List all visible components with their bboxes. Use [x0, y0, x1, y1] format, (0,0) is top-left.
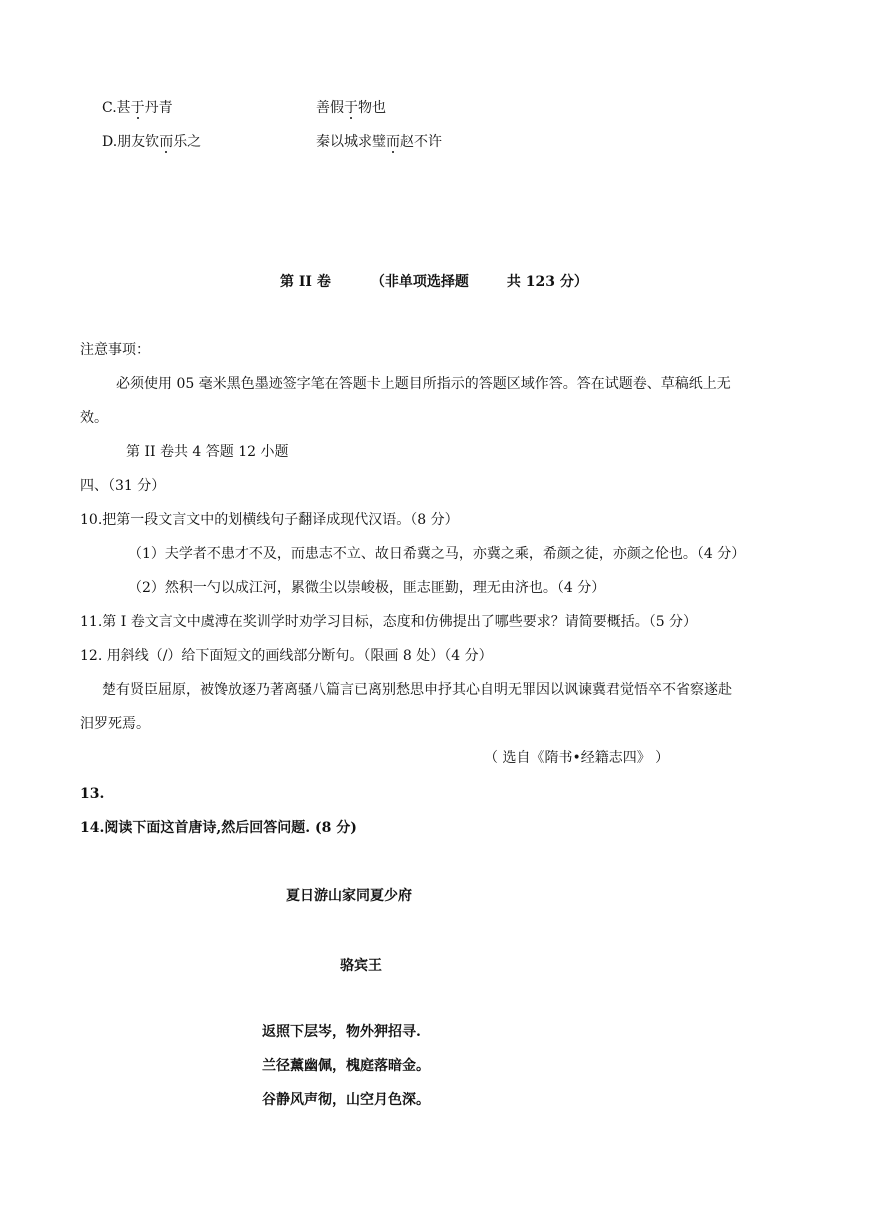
q14-title: 14.阅读下面这首唐诗,然后回答问题. (8 分) — [80, 820, 357, 836]
poem-line-3: 谷静风声彻，山空月色深。 — [262, 1092, 430, 1108]
q10-sentence1: （1）夫学者不患才不及，而患志不立、故日希冀之马，亦冀之乘，希颜之徒，亦颜之伦也。（4 分） — [128, 546, 746, 562]
notice-heading: 注意事项： — [80, 342, 150, 358]
q12-text-line1: 楚有贤臣屈原，被馋放逐乃著离骚八篇言已离别愁思申抒其心自明无罪因以讽谏冀君觉悟卒不省察遂赴 — [102, 682, 732, 698]
emphasis-dot-char: 于 — [130, 100, 145, 116]
section-heading — [280, 272, 588, 292]
section-vol: 第 II 卷 — [280, 274, 331, 290]
poem-line-1: 返照下层岑，物外狎招寻. — [262, 1024, 421, 1040]
q12-text-line2: 汨罗死焉。 — [80, 716, 150, 732]
q12-title: 12. 用斜线（/）给下面短文的画线部分断句。（限画 8 处）（4 分） — [80, 648, 493, 664]
poem-line-2: 兰径薰幽佩，槐庭落暗金。 — [262, 1058, 430, 1074]
q13-label: 13. — [80, 786, 105, 802]
q10-title: 10.把第一段文言文中的划横线句子翻译成现代汉语。（8 分） — [80, 512, 459, 528]
q11-title: 11.第 I 卷文言文中虞溥在奖训学时劝学习目标，态度和仿佛提出了哪些要求？请简要概括。（5 分） — [80, 614, 698, 630]
q10-sentence2: （2）然积一勺以成江河，累微尘以崇峻极，匪志匪勤，理无由济也。（4 分） — [128, 580, 606, 596]
section-type: （非单项选择题 — [370, 274, 469, 290]
option-c-right: 善假于物也 — [316, 100, 386, 116]
emphasis-dot-char: 而 — [159, 134, 174, 150]
notice-line2: 效。 — [80, 410, 108, 426]
option-c-left: C.甚于丹青 — [102, 100, 173, 116]
option-d-left: D.朋友钦而乐之 — [102, 134, 202, 150]
poem-title: 夏日游山家同夏少府 — [286, 888, 412, 904]
notice-summary: 第 II 卷共 4 答题 12 小题 — [126, 444, 289, 460]
notice-line1: 必须使用 05 毫米黑色墨迹签字笔在答题卡上题目所指示的答题区域作答。答在试题卷、草稿纸上无 — [116, 376, 731, 392]
poem-author: 骆宾王 — [340, 958, 382, 974]
part4-heading: 四、（31 分） — [80, 478, 166, 494]
section-score: 共 123 分） — [506, 274, 588, 290]
option-d-right: 秦以城求璧而赵不许 — [316, 134, 442, 150]
emphasis-dot-char: 于 — [344, 100, 358, 116]
q12-source: （ 选自《隋书•经籍志四》 ） — [484, 750, 670, 766]
emphasis-dot-char: 而 — [386, 134, 400, 150]
